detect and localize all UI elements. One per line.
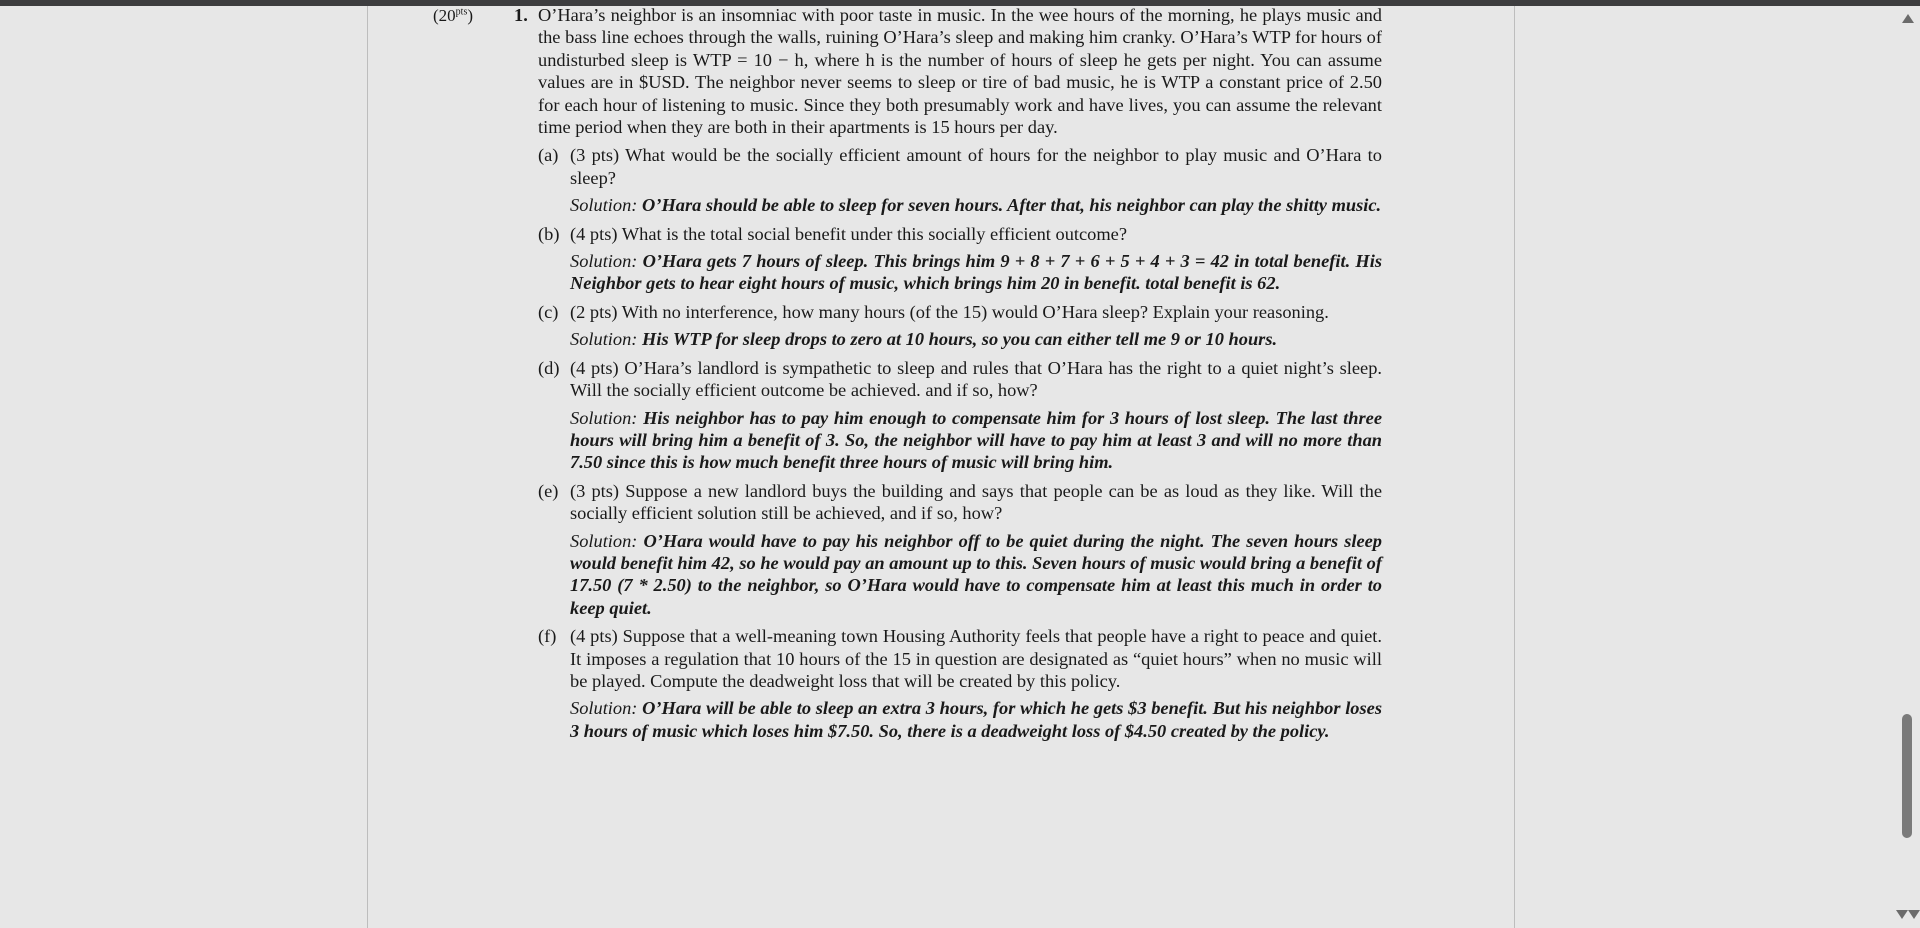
part-label: (d)	[538, 357, 560, 378]
scroll-up-arrow-icon[interactable]	[1902, 14, 1914, 23]
solution	[570, 530, 1382, 620]
solution	[570, 250, 1382, 295]
part-text: (4 pts) Suppose that a well-meaning town Housing Authority feels that people have a right to peace and quiet. It imposes a regulation that 10 hours of the 15 in question are designated as “quiet hours” when no music will be played. Compute the deadweight loss that will be created by this policy.	[570, 626, 1382, 691]
vertical-scrollbar[interactable]	[1896, 6, 1920, 928]
part-text: (4 pts) O’Hara’s landlord is sympathetic to sleep and rules that O’Hara has the right to a quiet night’s sleep. Will the socially efficient outcome be achieved. and if so, how?	[570, 357, 1382, 401]
part-text: (2 pts) With no interference, how many hours (of the 15) would O’Hara sleep? Explain your reasoning.	[570, 301, 1329, 322]
part-c	[538, 301, 1382, 351]
solution-label: Solution:	[570, 530, 638, 551]
solution-label: Solution:	[570, 195, 638, 216]
part-d	[538, 357, 1382, 474]
solution	[570, 407, 1382, 474]
part-label: (b)	[538, 223, 560, 244]
scrollbar-thumb[interactable]	[1902, 714, 1912, 838]
solution-text: His neighbor has to pay him enough to compensate him for 3 hours of lost sleep. The last three hours will bring him a benefit of 3. So, the neighbor will have to pay him at least 3 and will no more than 7.50 since this is how much benefit three hours of music will bring him.	[570, 407, 1382, 473]
solution	[570, 697, 1382, 742]
solution-text: His WTP for sleep drops to zero at 10 hours, so you can either tell me 9 or 10 hours.	[642, 329, 1278, 350]
part-text: (4 pts) What is the total social benefit under this socially efficient outcome?	[570, 223, 1128, 244]
solution-text: O’Hara gets 7 hours of sleep. This brings him 9 + 8 + 7 + 6 + 5 + 4 + 3 = 42 in total benefit. His Neighbor gets to hear eight hours of music, which brings him 20 in benefit. total benefit is 62.	[570, 251, 1382, 294]
part-label: (a)	[538, 145, 559, 166]
solution	[570, 194, 1382, 216]
solution-label: Solution:	[570, 251, 638, 272]
part-label: (f)	[538, 626, 557, 647]
solution-text: O’Hara should be able to sleep for seven hours. After that, his neighbor can play the shitty music.	[642, 195, 1382, 216]
part-label: (e)	[538, 480, 559, 501]
points-unit: pts	[455, 6, 468, 18]
part-b	[538, 223, 1382, 295]
part-label: (c)	[538, 301, 559, 322]
question-block	[514, 4, 1382, 748]
part-a	[538, 144, 1382, 216]
solution-text: O’Hara will be able to sleep an extra 3 hours, for which he gets $3 benefit. But his neighbor loses 3 hours of music which loses him $7.50. So, there is a deadweight loss of $4.50 created by the policy.	[570, 698, 1382, 741]
solution	[570, 328, 1382, 350]
question-parts	[538, 144, 1382, 742]
part-e	[538, 480, 1382, 619]
part-f	[538, 625, 1382, 742]
question-number: 1.	[514, 5, 528, 25]
part-text: (3 pts) What would be the socially efficient amount of hours for the neighbor to play music and O’Hara to sleep?	[570, 145, 1382, 188]
question-text: O’Hara’s neighbor is an insomniac with poor taste in music. In the wee hours of the morning, he plays music and the bass line echoes through the walls, ruining O’Hara’s sleep and making him cranky. O’Hara’s WTP for hours of undisturbed sleep is WTP = 10 − h, where h is the number of hours of sleep he gets per night. You can assume values are in $USD. The neighbor never seems to sleep or tire of bad music, he is WTP a constant price of 2.50 for each hour of listening to music. Since they both presumably work and have lives, you can assume the relevant time period when they are both in their apartments is 15 hours per day.	[538, 5, 1382, 138]
scroll-down-arrow-icon[interactable]	[1908, 910, 1920, 919]
part-text: (3 pts) Suppose a new landlord buys the building and says that people can be as loud as they like. Will the socially efficient solution still be achieved, and if so, how?	[570, 480, 1382, 524]
points-value: 20	[438, 6, 456, 25]
solution-text: O’Hara would have to pay his neighbor off to be quiet during the night. The seven hours sleep would benefit him 42, so he would pay an amount up to this. Seven hours of music would bring a benefit of 17.50 (7 * 2.50) to the neighbor, so O’Hara would have to compensate him at least this much in order to keep quiet.	[570, 530, 1382, 618]
solution-label: Solution:	[570, 407, 638, 428]
solution-label: Solution:	[570, 698, 638, 719]
points-marker: $(20^{pts})$	[433, 6, 474, 25]
solution-label: Solution:	[570, 329, 638, 350]
scroll-down-arrow-icon[interactable]	[1896, 910, 1908, 919]
